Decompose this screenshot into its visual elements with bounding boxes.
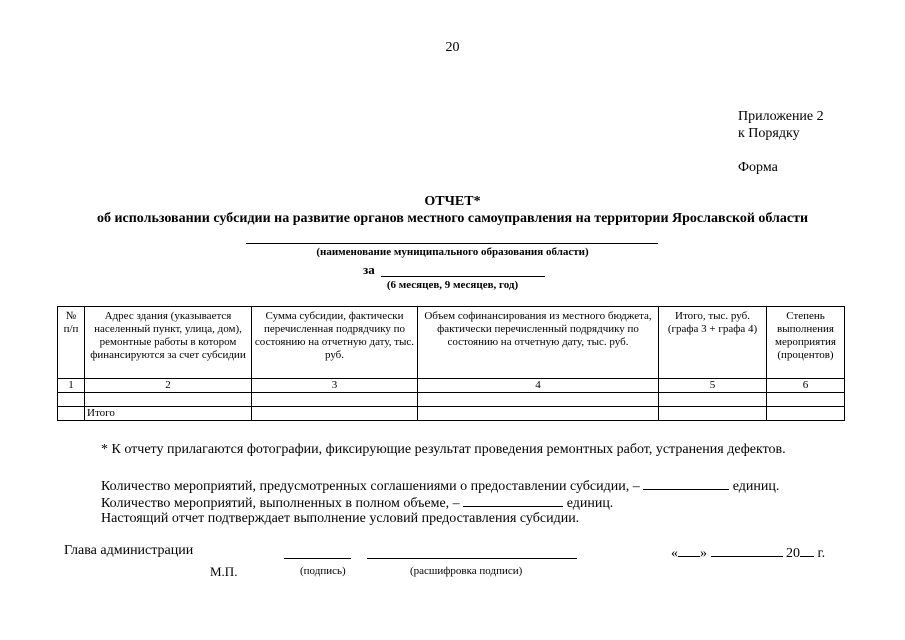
table-cell (252, 407, 418, 421)
header-cell: Адрес здания (указывается населенный пункт, улица, дом), ремонтные работы в котором финансируются за счет субсидии (85, 307, 252, 379)
table-row (58, 393, 845, 407)
appendix-line-1: Приложение 2 (738, 109, 824, 124)
table-cell (767, 407, 845, 421)
seal-label: М.П. (210, 564, 238, 579)
completed-count-line (101, 493, 613, 512)
table-cell (418, 407, 659, 421)
planned-unit: единиц. (732, 479, 780, 494)
table-cell (58, 393, 85, 407)
planned-label: Количество мероприятий, предусмотренных соглашениями о предоставлении субсидии, – (101, 479, 640, 494)
header-cell: Итого, тыс. руб. (графа 3 + графа 4) (659, 307, 767, 379)
total-label: Итого (85, 407, 252, 421)
period-line (381, 276, 545, 277)
planned-blank (643, 476, 729, 490)
appendix-block (738, 108, 824, 142)
column-number: 2 (85, 379, 252, 393)
header-cell: Степень выполнения мероприятия (процентов) (767, 307, 845, 379)
table-cell (659, 407, 767, 421)
header-cell: Сумма субсидии, фактически перечисленная подрядчику по состоянию на отчетную дату, тыс. руб. (252, 307, 418, 379)
head-label: Глава администрации (64, 543, 194, 558)
municipality-hint: (наименование муниципального образования области) (316, 246, 589, 258)
table-cell (252, 393, 418, 407)
period-hint: (6 месяцев, 9 месяцев, год) (386, 279, 519, 291)
column-number: 5 (659, 379, 767, 393)
table-cell (85, 393, 252, 407)
period-prefix: за (363, 262, 375, 277)
completed-unit: единиц. (566, 496, 614, 511)
column-number: 1 (58, 379, 85, 393)
decode-line (367, 558, 577, 559)
decode-hint: (расшифровка подписи) (410, 565, 523, 577)
table-cell (418, 393, 659, 407)
day-blank (678, 543, 700, 557)
header-cell: № п/п (58, 307, 85, 379)
year-blank (800, 543, 814, 557)
report-table (57, 306, 845, 421)
report-title: ОТЧЕТ* (424, 194, 481, 209)
form-label: Форма (738, 160, 778, 175)
municipality-line (246, 243, 658, 244)
page-number: 20 (445, 40, 460, 55)
signature-hint: (подпись) (300, 565, 346, 577)
table-cell (659, 393, 767, 407)
column-number: 3 (252, 379, 418, 393)
completed-blank (463, 493, 563, 507)
appendix-line-2: к Порядку (738, 126, 800, 141)
date-year: 20 (786, 546, 800, 561)
date-quote-open: « (671, 546, 678, 561)
report-subtitle: об использовании субсидии на развитие органов местного самоуправления на территории Ярославской области (96, 211, 809, 226)
table-cell (58, 407, 85, 421)
header-cell: Объем софинансирования из местного бюджета, фактически перечисленный подрядчику по состоянию на отчетную дату, тыс. руб. (418, 307, 659, 379)
signature-line (284, 558, 351, 559)
table-cell (767, 393, 845, 407)
date-suffix: г. (817, 546, 826, 561)
column-number: 4 (418, 379, 659, 393)
date-quote-close: » (700, 546, 707, 561)
table-header-row (58, 307, 845, 379)
confirmation-text: Настоящий отчет подтверждает выполнение условий предоставления субсидии. (101, 511, 580, 526)
column-number: 6 (767, 379, 845, 393)
table-total-row (58, 407, 845, 421)
month-blank (711, 543, 783, 557)
date-field (671, 543, 825, 562)
table-row (58, 379, 845, 393)
footnote: * К отчету прилагаются фотографии, фиксирующие результат проведения ремонтных работ, устранения дефектов. (101, 442, 786, 457)
completed-label: Количество мероприятий, выполненных в полном объеме, – (101, 496, 460, 511)
